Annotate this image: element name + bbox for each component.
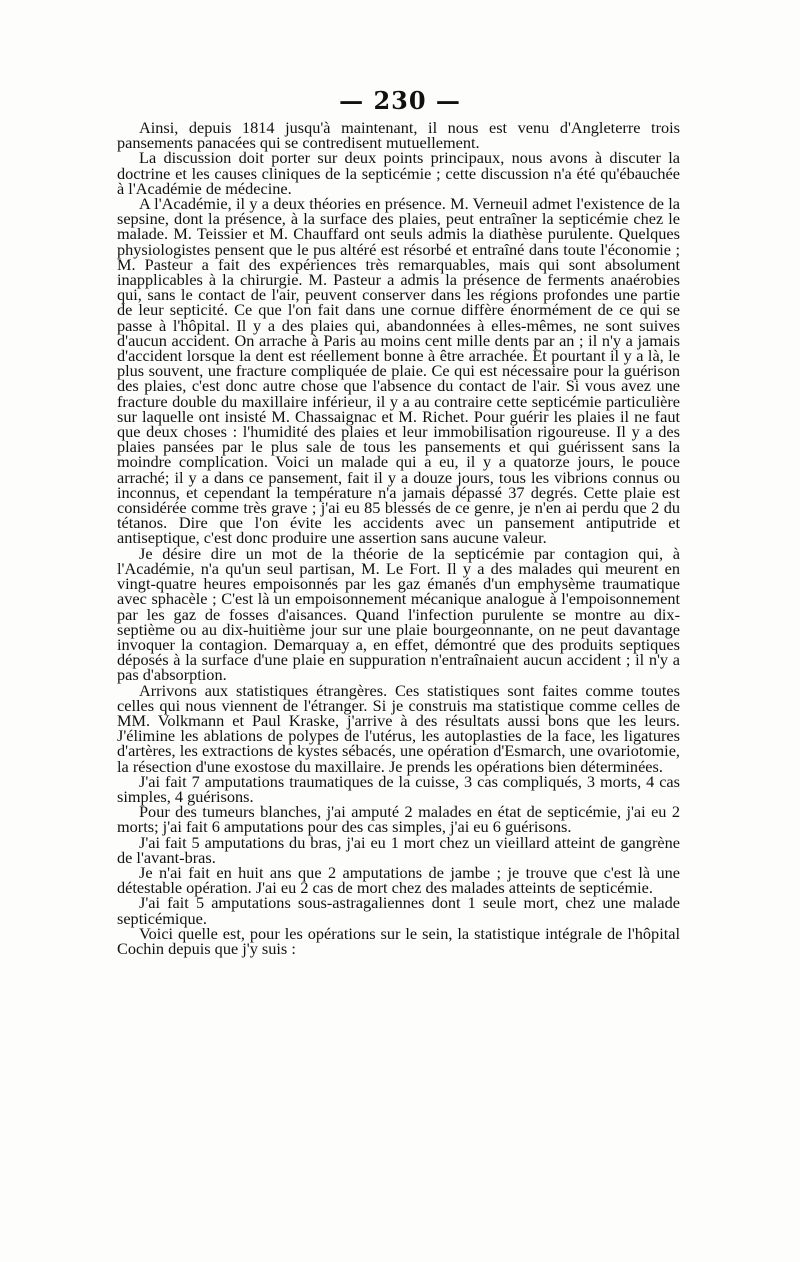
paragraph: Pour des tumeurs blanches, j'ai amputé 2 malades en état de septicémie, j'ai eu 2 morts; j'ai fait 6 amputations pour des cas simples, j'ai eu 6 guérisons.	[117, 802, 680, 837]
paragraph: Voici quelle est, pour les opérations sur le sein, la statistique intégrale de l'hôpital Cochin depuis que j'y suis :	[117, 923, 680, 958]
paragraph: Arrivons aux statistiques étrangères. Ces statistiques sont faites comme toutes celles qui nous viennent de l'étranger. Si je construis ma statistique comme celles de MM. Volkmann et Paul Kraske, j'arrive à des résultats aussi bons que les leurs. J'élimine les ablations de polypes de l'utérus, les autoplasties de la face, les ligatures d'artères, les extractions de kystes sébacés, une opération d'Esmarch, une ovariotomie, la résection d'une exostose du maxillaire. Je prends les opérations bien déterminées.	[117, 680, 680, 776]
paragraph: Je n'ai fait en huit ans que 2 amputations de jambe ; je trouve que c'est là une détestable opération. J'ai eu 2 cas de mort chez des malades atteints de septicémie.	[117, 862, 680, 898]
paragraph: Ainsi, depuis 1814 jusqu'à maintenant, il nous est venu d'Angleterre trois pansements panacées qui se contredisent mutuellement.	[117, 118, 680, 153]
body-text	[117, 120, 680, 956]
paragraph: La discussion doit porter sur deux points principaux, nous avons à discuter la doctrine et les causes cliniques de la septicémie ; cette discussion n'a été qu'ébauchée à l'Académie de médecine.	[117, 148, 680, 198]
paragraph: J'ai fait 7 amputations traumatiques de la cuisse, 3 cas compliqués, 3 morts, 4 cas simples, 4 guérisons.	[117, 771, 680, 806]
page-number: — 230 —	[339, 86, 461, 115]
paragraph: A l'Académie, il y a deux théories en présence. M. Verneuil admet l'existence de la sepsine, dont la présence, à la surface des plaies, peut entraîner la septicémie chez le malade. M. Teissier et M. Chauffard ont seuls admis la diathèse purulente. Quelques physiologistes pensent que le pus altéré est résorbé et entraîné dans toute l'économie ; M. Pasteur a fait des expériences très remarquables, mais qui sont absolument inapplicables à la chirurgie. M. Pasteur a admis la présence de ferments anaérobies qui, sans le contact de l'air, peuvent conserver dans les régions profondes une partie de leur septicité. Ce que l'on fait dans une cornue diffère énormément de ce qui se passe à l'hôpital. Il y a des plaies qui, abandonnées à elles-mêmes, ne sont suives d'aucun accident. On arrache à Paris au moins cent mille dents par an ; il n'y a jamais d'accident lorsque la dent est réellement bonne à être arrachée. Et pourtant il y a là, le plus souvent, une fracture compliquée de plaie. Ce qui est nécessaire pour la guérison des plaies, c'est donc autre chose que l'absence du contact de l'air. Si vous avez une fracture double du maxillaire inférieur, il y a au contraire cette septicémie particulière sur laquelle ont insisté M. Chassaignac et M. Richet. Pour guérir les plaies il ne faut que deux choses : l'humidité des plaies et leur immobilisation rigoureuse. Il y a des plaies pansées par le plus sale de tous les pansements et qui guérissent sans la moindre complication. Voici un malade qui a eu, il y a quatorze jours, le pouce arraché; il y a dans ce pansement, fait il y a douze jours, tous les vibrions connus ou inconnus, et cependant la température n'a jamais dépassé 37 degrés. Cette plaie est considérée comme très grave ; j'ai eu 85 blessés de ce genre, je n'en ai perdu que 2 du tétanos. Dire que l'on évite les accidents avec un pansement antiputride et antiseptique, c'est donc produire une assertion sans aucune valeur.	[117, 194, 680, 548]
paragraph: J'ai fait 5 amputations sous-astragaliennes dont 1 seule mort, chez une malade septicémique.	[117, 893, 680, 928]
paragraph: J'ai fait 5 amputations du bras, j'ai eu 1 mort chez un vieillard atteint de gangrène de l'avant-bras.	[117, 832, 680, 867]
paragraph: Je désire dire un mot de la théorie de la septicémie par contagion qui, à l'Académie, n'a qu'un seul partisan, M. Le Fort. Il y a des malades qui meurent en vingt-quatre heures empoisonnés par les gaz émanés d'un emphysème traumatique avec sphacèle ; C'est là un empoisonnement mécanique analogue à l'empoisonnement par les gaz de fosses d'aisances. Quand l'infection purulente se montre au dix-septième ou au dix-huitième jour sur une plaie bourgeonnante, on ne peut davantage invoquer la contagion. Demarquay a, en effet, démontré que des produits septiques déposés à la surface d'une plaie en suppuration n'entraînaient aucun accident ; il n'y a pas d'absorption.	[117, 543, 680, 685]
